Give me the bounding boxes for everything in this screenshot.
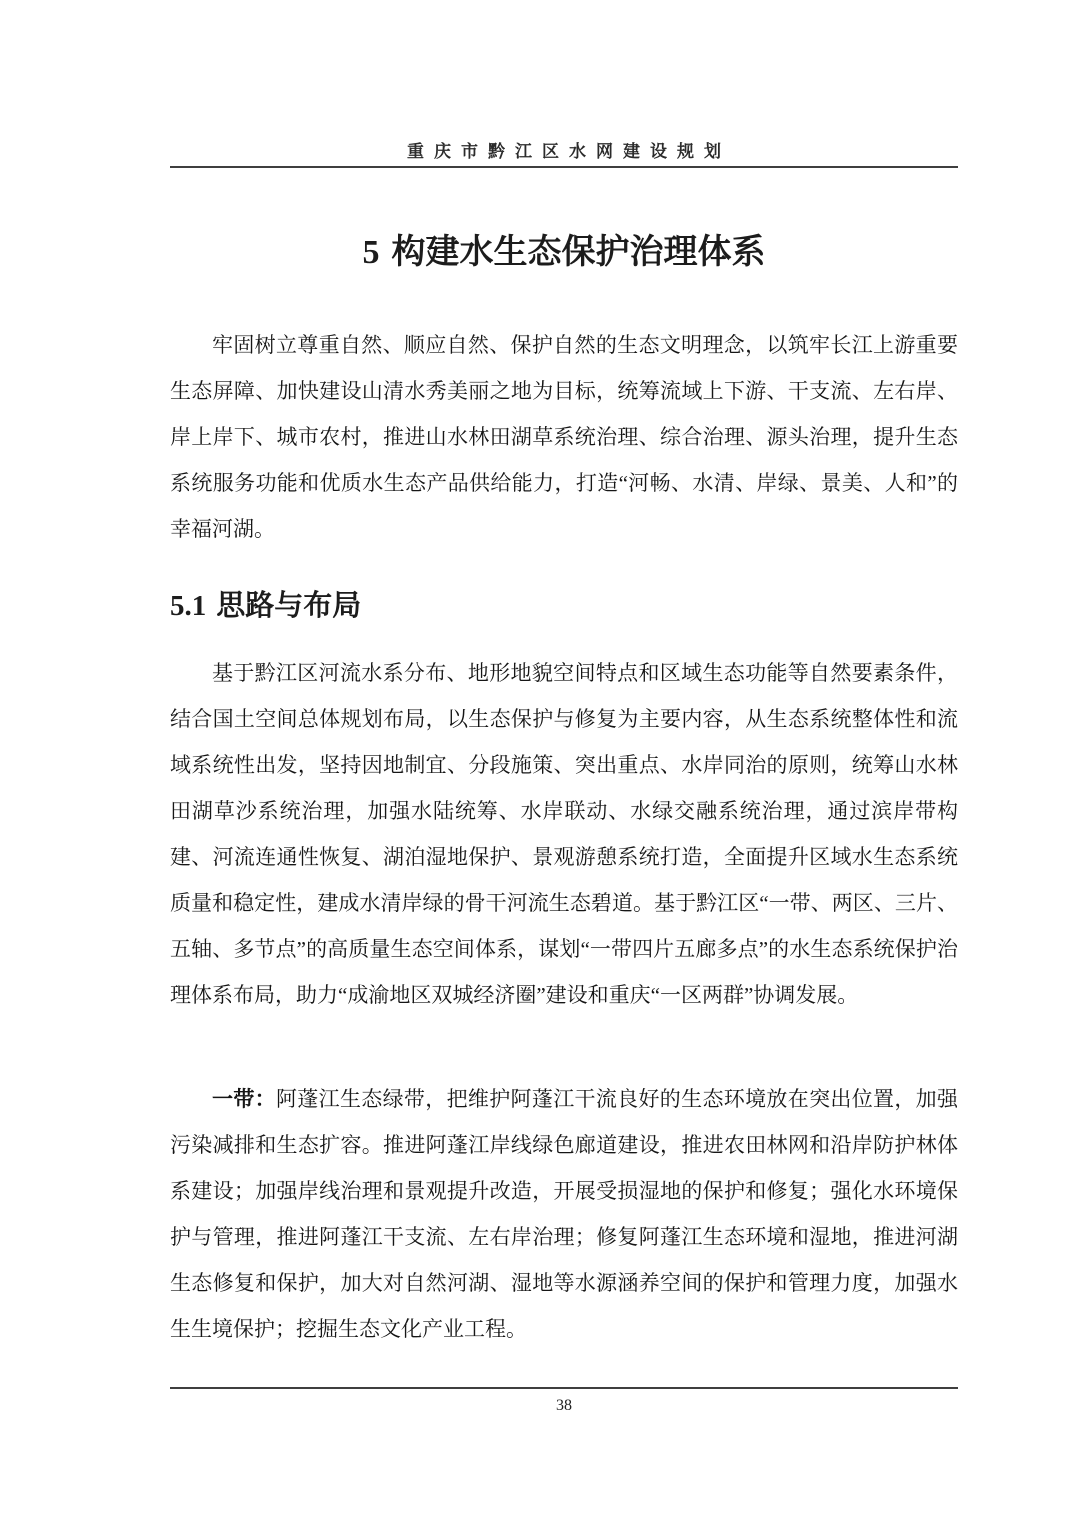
section-heading: [170, 583, 958, 624]
chapter-title-text: 构建水生态保护治理体系: [391, 233, 766, 271]
belt-paragraph: [170, 1076, 958, 1352]
chapter-number: 5: [362, 234, 380, 271]
section-title-text: 思路与布局: [216, 590, 362, 622]
section-number: 5.1: [170, 590, 207, 622]
belt-paragraph-text: 阿蓬江生态绿带，把维护阿蓬江干流良好的生态环境放在突出位置，加强污染减排和生态扩容。推进阿蓬江岸线绿色廊道建设，推进农田林网和沿岸防护林体系建设；加强岸线治理和景观提升改造，开展受损湿地的保护和修复；强化水环境保护与管理，推进阿蓬江干支流、左右岸治理；修复阿蓬江生态环境和湿地，推进河湖生态修复和保护，加大对自然河湖、湿地等水源涵养空间的保护和管理力度，加强水生生境保护；挖掘生态文化产业工程。: [170, 1087, 959, 1341]
page-number: 38: [556, 1397, 572, 1414]
running-header: 重庆市黔江区水网建设规划: [407, 142, 731, 161]
chapter-title: [170, 224, 958, 273]
belt-paragraph-lead: 一带：: [212, 1087, 276, 1111]
intro-paragraph: 牢固树立尊重自然、顺应自然、保护自然的生态文明理念，以筑牢长江上游重要生态屏障、加快建设山清水秀美丽之地为目标，统筹流域上下游、干支流、左右岸、岸上岸下、城市农村，推进山水林田湖草系统治理、综合治理、源头治理，提升生态系统服务功能和优质水生态产品供给能力，打造“河畅、水清、岸绿、景美、人和”的幸福河湖。: [170, 333, 958, 541]
header-rule: [170, 166, 958, 168]
footer-rule: [170, 1387, 958, 1389]
layout-paragraph: 基于黔江区河流水系分布、地形地貌空间特点和区域生态功能等自然要素条件，结合国土空间总体规划布局，以生态保护与修复为主要内容，从生态系统整体性和流域系统性出发，坚持因地制宜、分段施策、突出重点、水岸同治的原则，统筹山水林田湖草沙系统治理，加强水陆统筹、水岸联动、水绿交融系统治理，通过滨岸带构建、河流连通性恢复、湖泊湿地保护、景观游憩系统打造，全面提升区域水生态系统质量和稳定性，建成水清岸绿的骨干河流生态碧道。基于黔江区“一带、两区、三片、五轴、多节点”的高质量生态空间体系，谋划“一带四片五廊多点”的水生态系统保护治理体系布局，助力“成渝地区双城经济圈”建设和重庆“一区两群”协调发展。: [170, 661, 958, 1007]
